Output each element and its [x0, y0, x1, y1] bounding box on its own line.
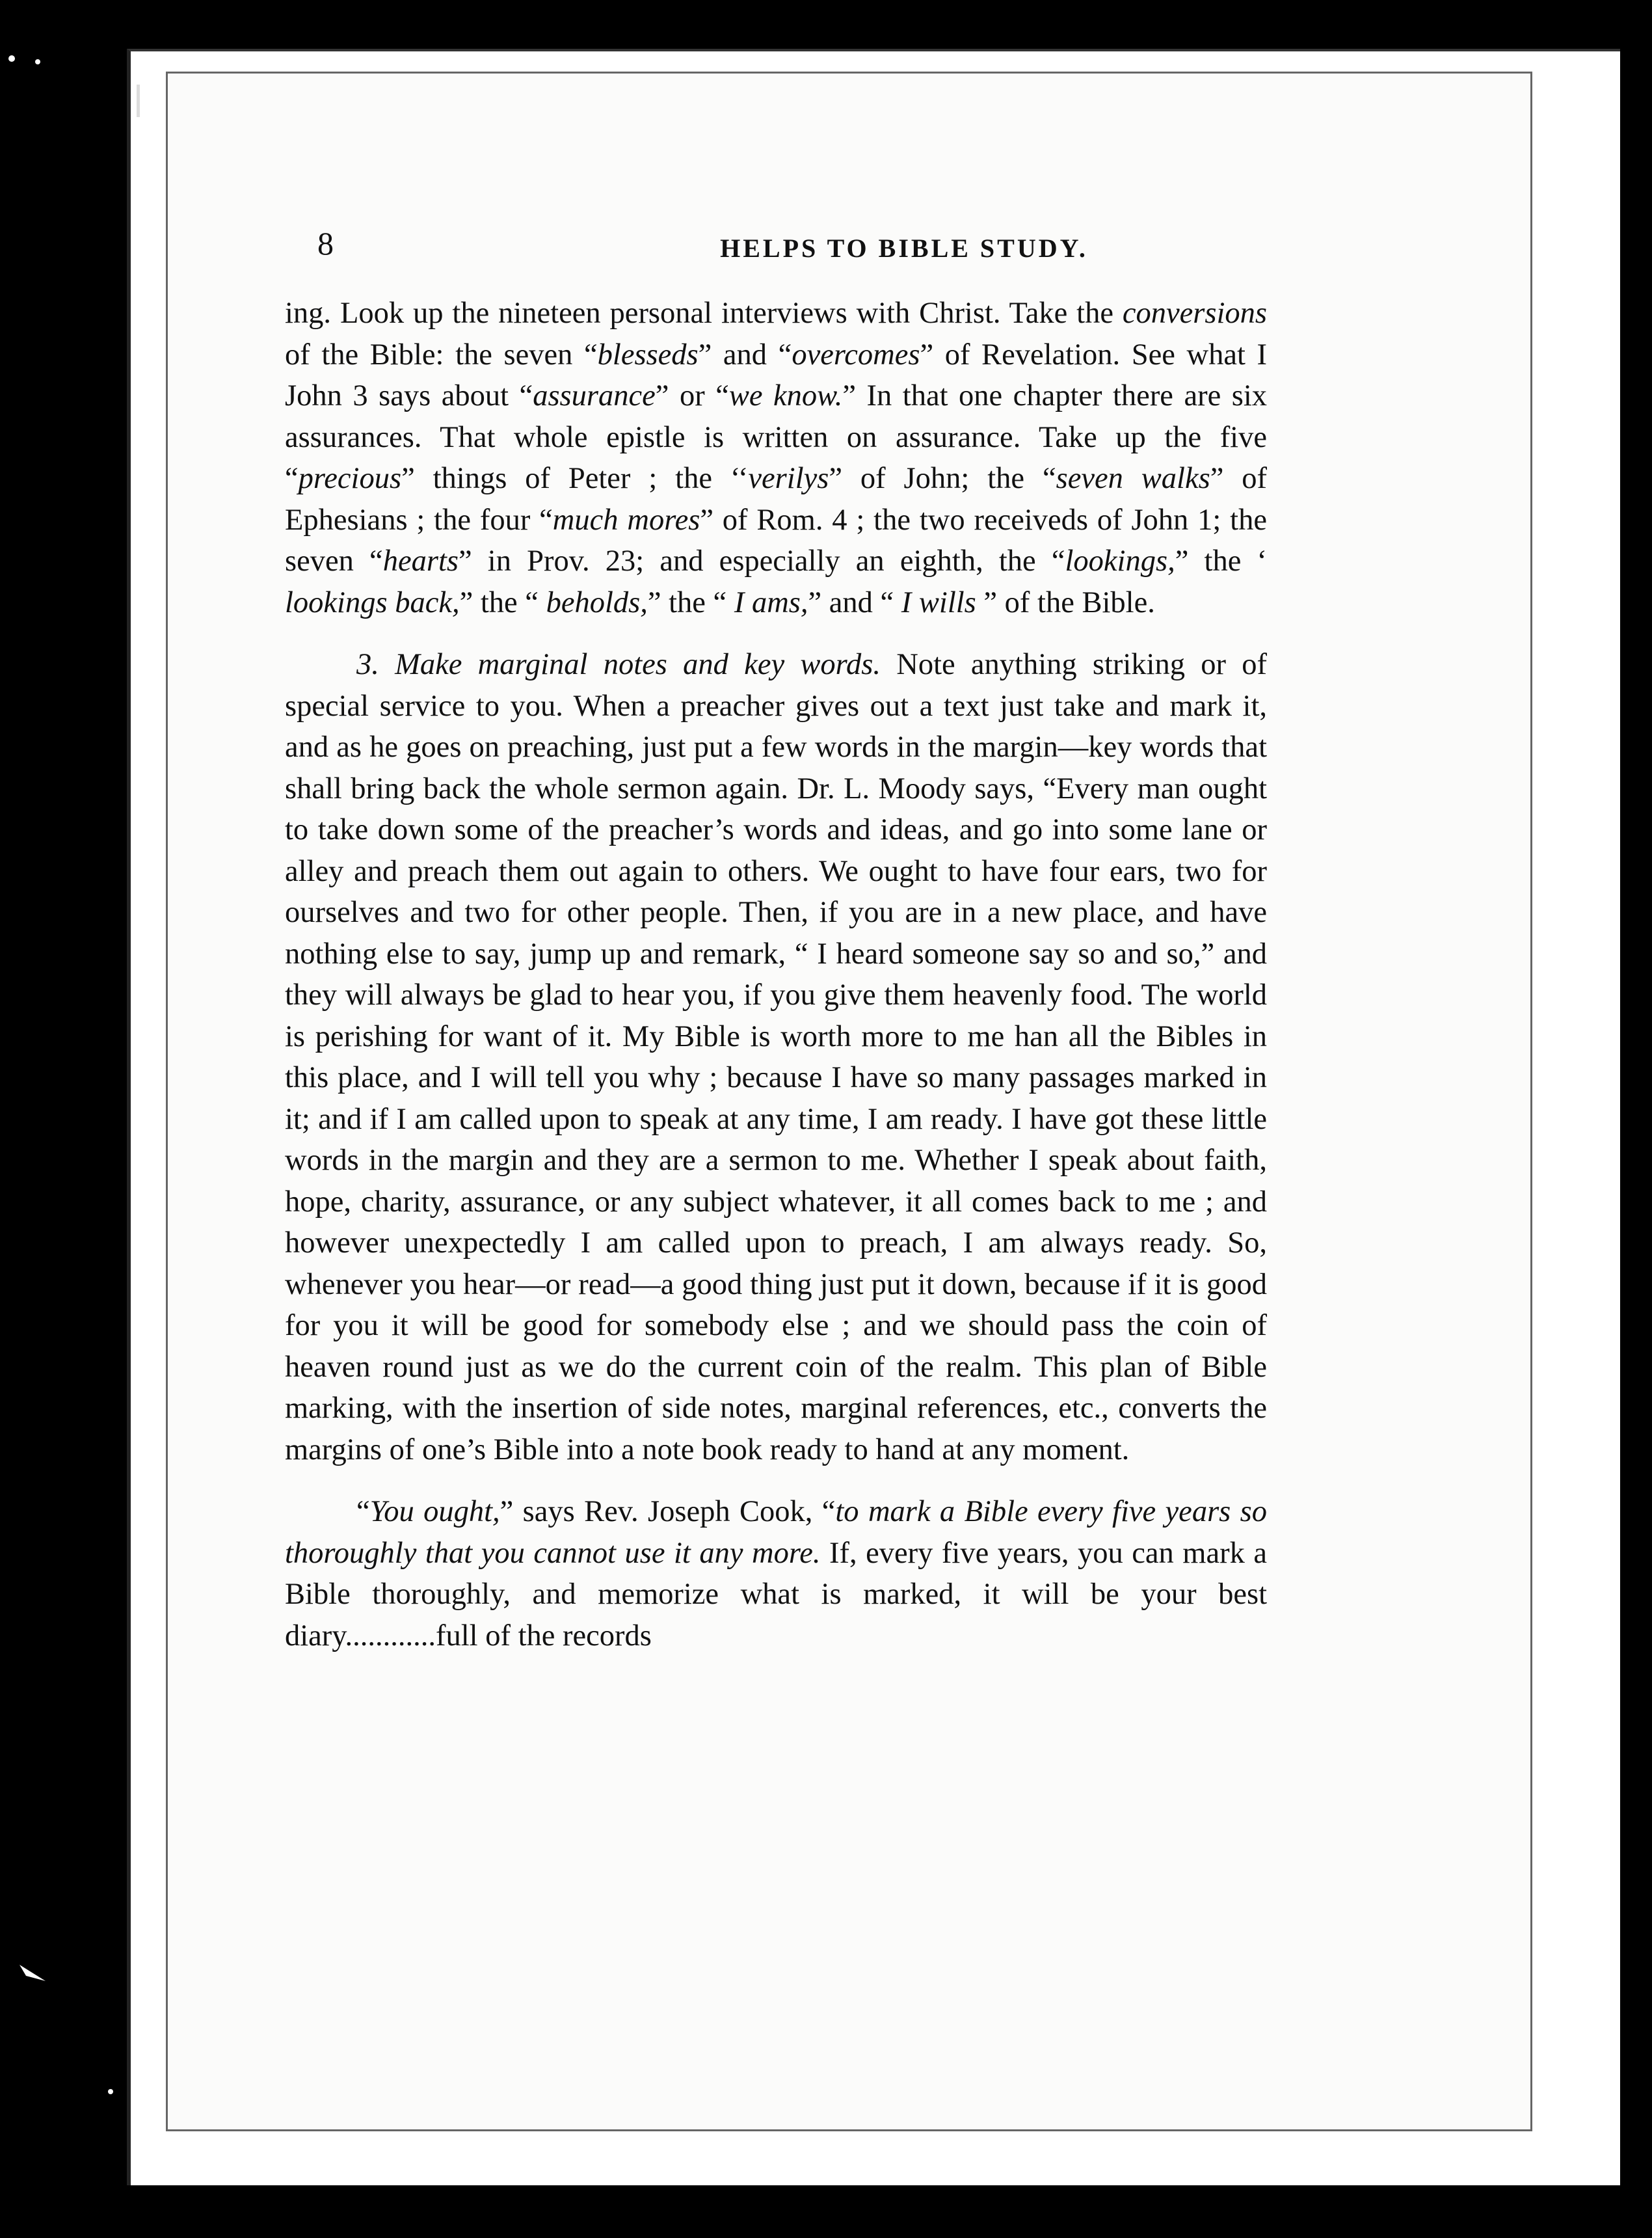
italic-text: beholds, [546, 586, 648, 619]
italic-text: verilys [748, 462, 829, 495]
body-text: ” the “ [647, 586, 734, 619]
body-text: ” and “ [808, 586, 901, 619]
italic-text: 3. Make marginal notes and key words. [356, 648, 881, 681]
italic-text: seven walks [1056, 462, 1210, 495]
body-text: If, every five years, you can mark a Bible thoroughly, and memorize what is marked, it will be your best diary............full of the records [285, 1536, 1268, 1652]
italic-text: overcomes [792, 338, 920, 371]
body-text: ” says Rev. Joseph Cook, “ [500, 1495, 836, 1528]
italic-text: conversions [1122, 297, 1267, 330]
italic-text: You ought, [369, 1495, 500, 1528]
body-text: “ [356, 1495, 370, 1528]
italic-text: lookings back, [285, 586, 460, 619]
page-number: 8 [317, 225, 334, 262]
body-text: ” things of Peter ; the ‘‘ [401, 462, 749, 495]
italic-text: assurance [533, 379, 656, 412]
body-text: ” the “ [459, 586, 546, 619]
body-text: ” of Revelation. See what I John 3 says about “ [285, 338, 1268, 412]
body-text: ” of John; the “ [829, 462, 1056, 495]
italic-text: hearts [382, 545, 459, 578]
body-text: ing. Look up the nineteen personal interviews with Christ. Take the [285, 297, 1123, 330]
italic-text: lookings, [1065, 545, 1175, 578]
italic-text: I wills [901, 586, 976, 619]
body-text: Note anything striking or of special service to you. When a preacher gives out a text just take and mark it, and as he goes on preaching, just put a few words in the margin—key words that shall bring back the whole sermon again. Dr. L. Moody says, “Every man ought to take down some of the preacher’s words and ideas, and go into some lane or alley and preach them out again to others. We ought to have four ears, two for ourselves and two for other people. Then, if you are in a new place, and have nothing else to say, jump up and remark, “ I heard someone say so and so,” and they will always be glad to hear you, if you give them heavenly food. The world is perishing for want of it. My Bible is worth more to me han all the Bibles in this place, and I will tell you why ; because I have so many passages marked in it; and if I am called upon to speak at any time, I am ready. I have got these little words in the margin and they are a sermon to me. Whether I speak about faith, hope, charity, assurance, or any subject whatever, it all comes back to me ; and however unexpectedly I am called upon to preach, I am always ready. So, whenever you hear—or read—a good thing just put it down, because if it is good for you it will be good for somebody else ; and we should pass the coin of heaven round just as we do the current coin of the realm. This plan of Bible marking, with the insertion of side notes, marginal references, etc., converts the margins of one’s Bible into a note book ready to hand at any moment. [285, 648, 1267, 1466]
italic-text: precious [298, 462, 402, 495]
body-text: of the Bible: the seven “ [285, 338, 598, 371]
italic-text: we know. [728, 379, 843, 412]
italic-text: to mark a Bible every five years so thoroughly that you cannot use it any more. [285, 1495, 1267, 1570]
body-text: ” of Ephesians ; the four “ [285, 462, 1268, 537]
running-title: HELPS TO BIBLE STUDY. [720, 234, 1088, 263]
body-text: ” the ‘ [1175, 545, 1267, 578]
italic-text: much mores [552, 503, 700, 537]
body-text: ” of the Bible. [976, 586, 1155, 619]
body-text: ” In that one chapter there are six assurances. That whole epistle is written on assurance. Take up the five “ [285, 379, 1268, 495]
italic-text: blesseds [597, 338, 699, 371]
body-text: ” in Prov. 23; and especially an eighth, the “ [458, 545, 1065, 578]
italic-text: I ams, [734, 586, 808, 619]
body-text: ” or “ [655, 379, 729, 412]
body-text: ” and “ [698, 338, 792, 371]
body-text: ” of Rom. 4 ; the two receiveds of John 1; the seven “ [285, 503, 1267, 578]
